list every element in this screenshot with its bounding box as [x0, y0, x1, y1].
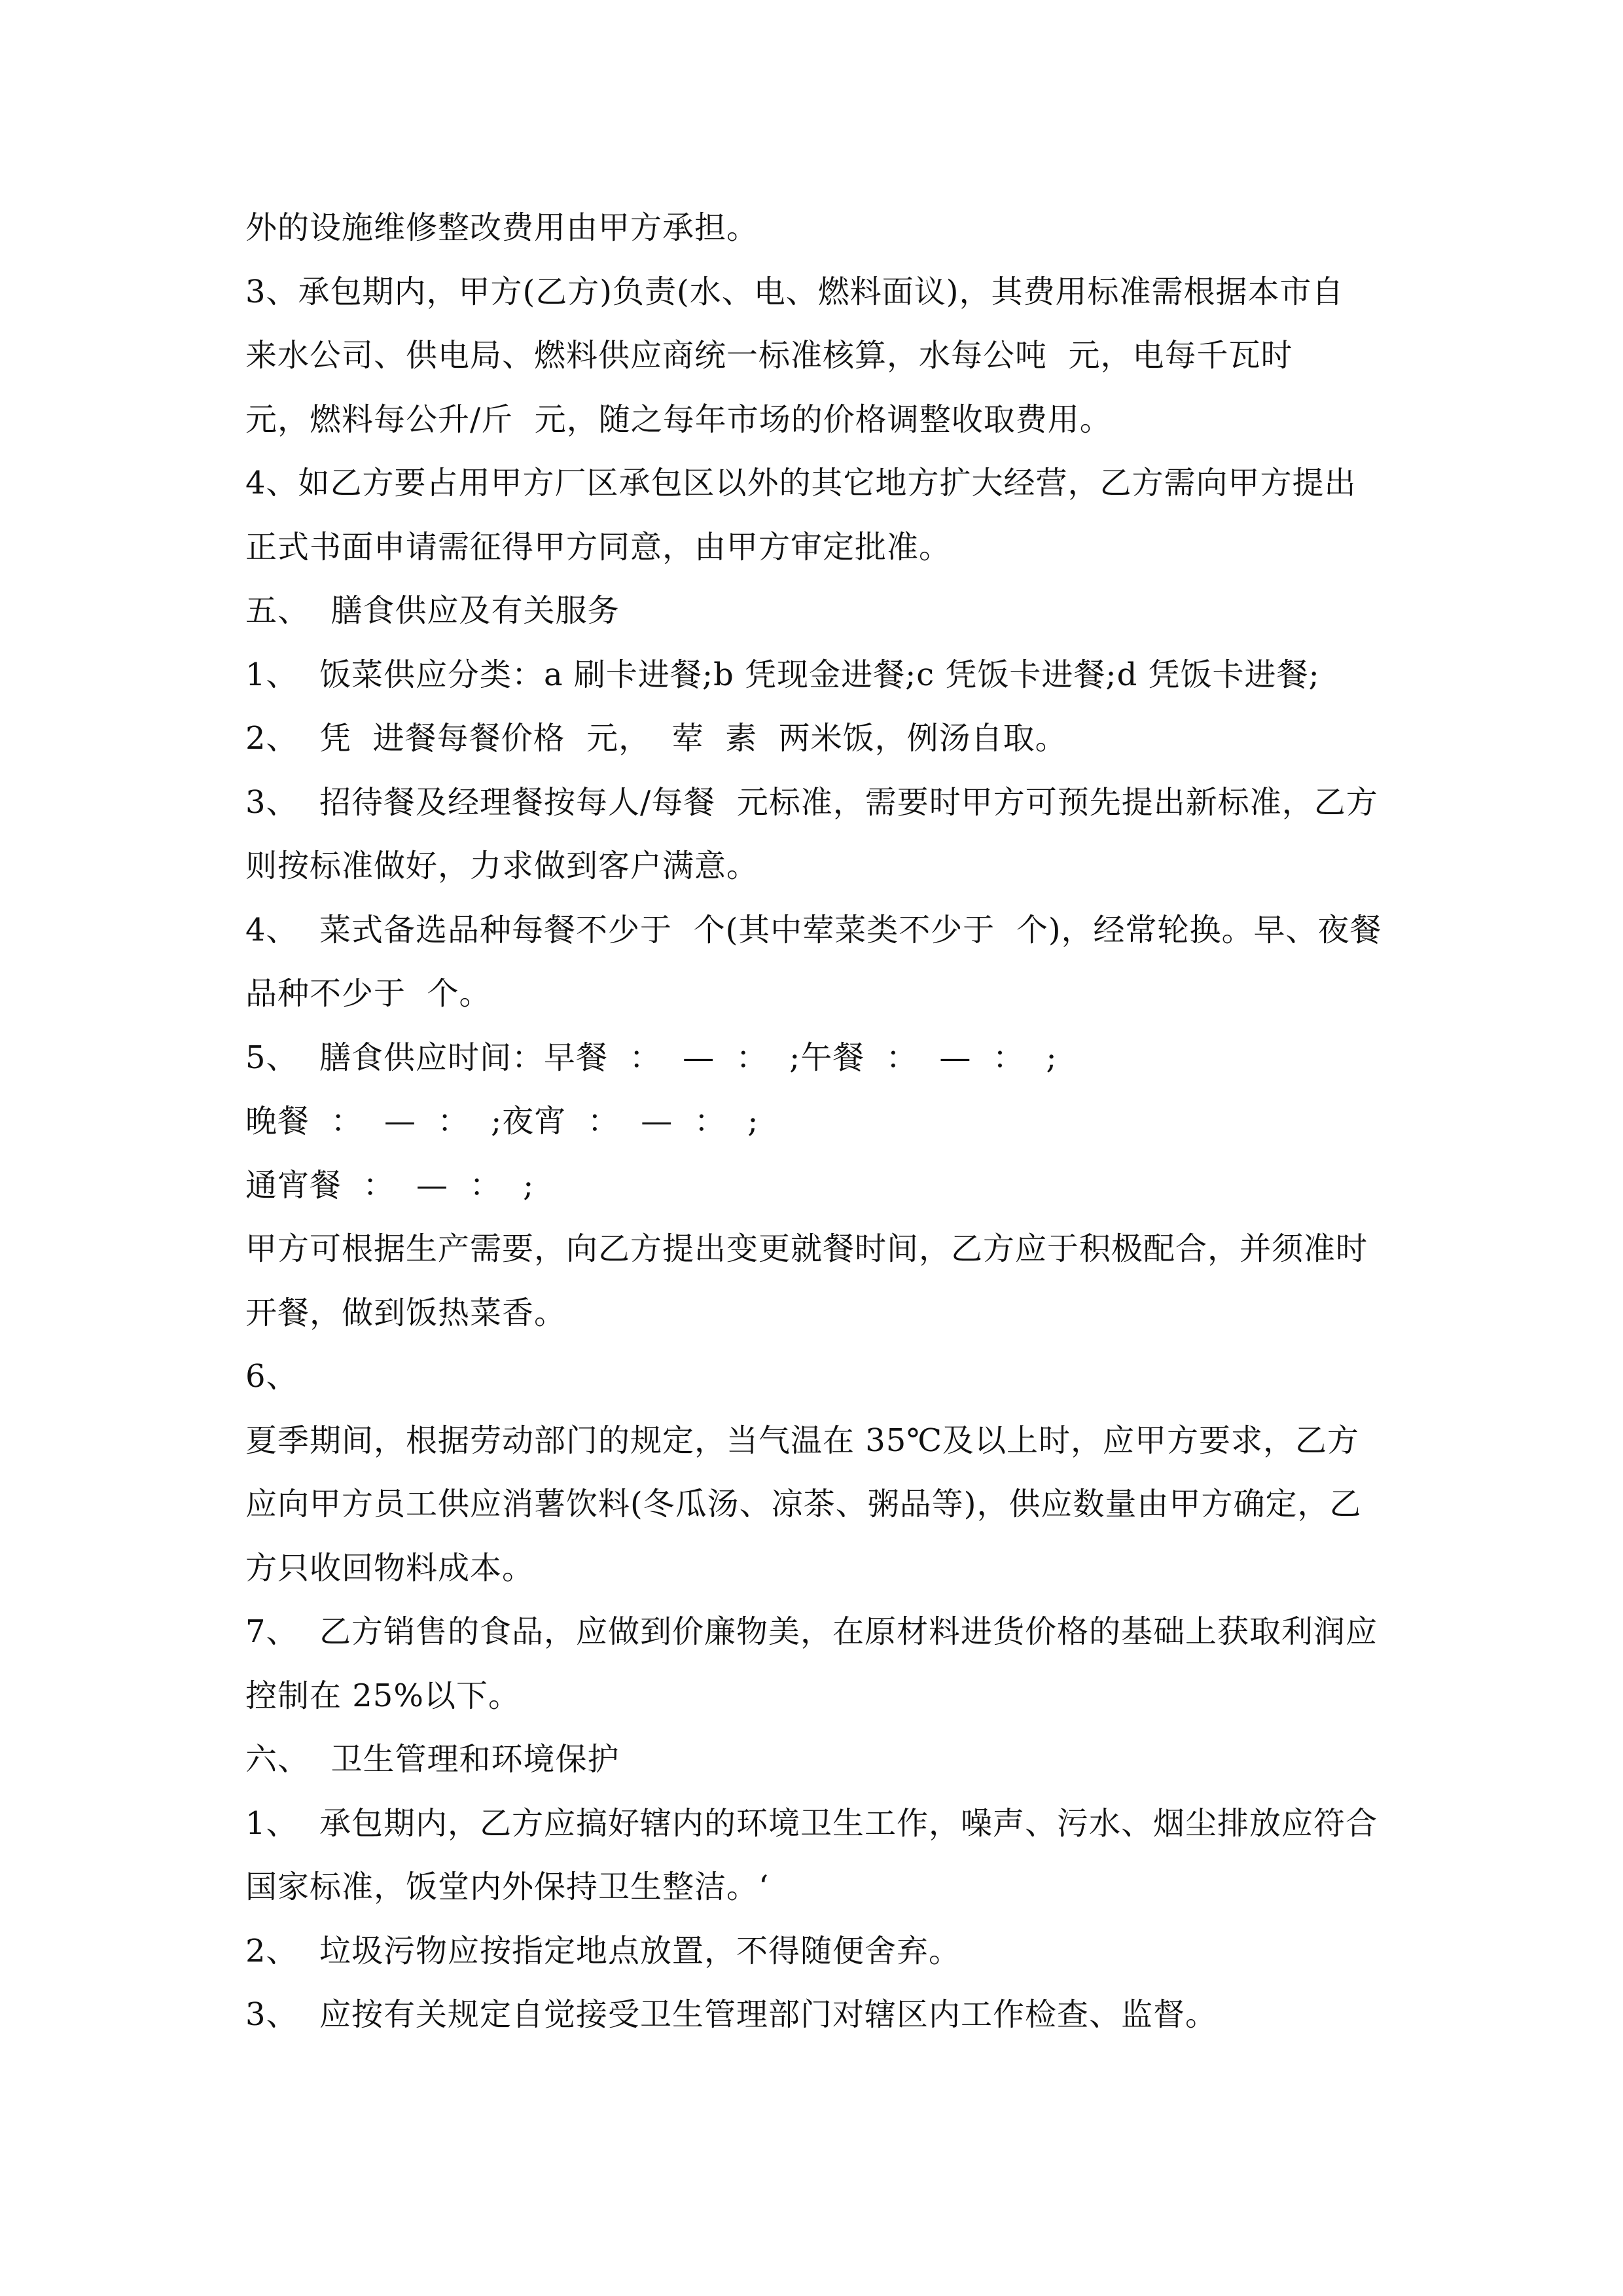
text-line: 3、 应按有关规定自觉接受卫生管理部门对辖区内工作检查、监督。 [245, 1996, 1218, 2033]
text-line: 应向甲方员工供应消薯饮料(冬瓜汤、凉茶、粥品等)，供应数量由甲方确定，乙 [245, 1486, 1362, 1522]
text-line: 外的设施维修整改费用由甲方承担。 [245, 209, 759, 246]
text-line: 正式书面申请需征得甲方同意，由甲方审定批准。 [245, 528, 952, 565]
text-line: 开餐，做到饭热菜香。 [245, 1294, 567, 1331]
text-line: 方只收回物料成本。 [245, 1549, 535, 1587]
text-line: 品种不少于 个。 [245, 975, 491, 1012]
text-line: 通宵餐 ： — ： ; [245, 1166, 535, 1204]
text-line: 7、 乙方销售的食品，应做到价廉物美，在原材料进货价格的基础上获取利润应 [245, 1613, 1378, 1650]
text-line: 4、 菜式备选品种每餐不少于 个(其中荤菜类不少于 个)，经常轮换。早、夜餐 [245, 911, 1382, 948]
text-line: 1、 承包期内，乙方应搞好辖内的环境卫生工作，噪声、污水、烟尘排放应符合 [245, 1804, 1378, 1842]
text-line: 来水公司、供电局、燃料供应商统一标准核算，水每公吨 元，电每千瓦时 [245, 337, 1293, 374]
text-line: 夏季期间，根据劳动部门的规定，当气温在 35℃及以上时，应甲方要求，乙方 [245, 1422, 1360, 1459]
text-line: 晚餐 ： — ： ;夜宵 ： — ： ; [245, 1103, 759, 1139]
text-line: 2、 垃圾污物应按指定地点放置，不得随便舍弃。 [245, 1932, 961, 1969]
text-line: 3、 招待餐及经理餐按每人/每餐 元标准，需要时甲方可预先提出新标准，乙方 [245, 783, 1378, 821]
text-line: 2、 凭 进餐每餐价格 元， 荤 素 两米饭，例汤自取。 [245, 720, 1067, 757]
text-line: 1、 饭菜供应分类：a 刷卡进餐;b 凭现金进餐;c 凭饭卡进餐;d 凭饭卡进餐; [245, 656, 1320, 693]
section-heading: 五、 膳食供应及有关服务 [245, 592, 620, 629]
text-line: 6、 [245, 1358, 298, 1395]
text-line: 3、承包期内，甲方(乙方)负责(水、电、燃料面议)，其费用标准需根据本市自 [245, 273, 1344, 310]
text-line: 5、 膳食供应时间：早餐 ： — ： ;午餐 ： — ： ; [245, 1039, 1058, 1076]
text-line: 控制在 25%以下。 [245, 1677, 520, 1714]
text-line: 甲方可根据生产需要，向乙方提出变更就餐时间，乙方应于积极配合，并须准时 [245, 1230, 1368, 1267]
section-heading: 六、 卫生管理和环境保护 [245, 1741, 620, 1778]
document-body [245, 196, 1381, 2047]
text-line: 元，燃料每公升/斤 元，随之每年市场的价格调整收取费用。 [245, 401, 1112, 438]
text-line: 则按标准做好，力求做到客户满意。 [245, 848, 759, 884]
text-line: 国家标准，饭堂内外保持卫生整洁。‘ [245, 1869, 770, 1905]
text-line: 4、如乙方要占用甲方厂区承包区以外的其它地方扩大经营，乙方需向甲方提出 [245, 465, 1357, 501]
